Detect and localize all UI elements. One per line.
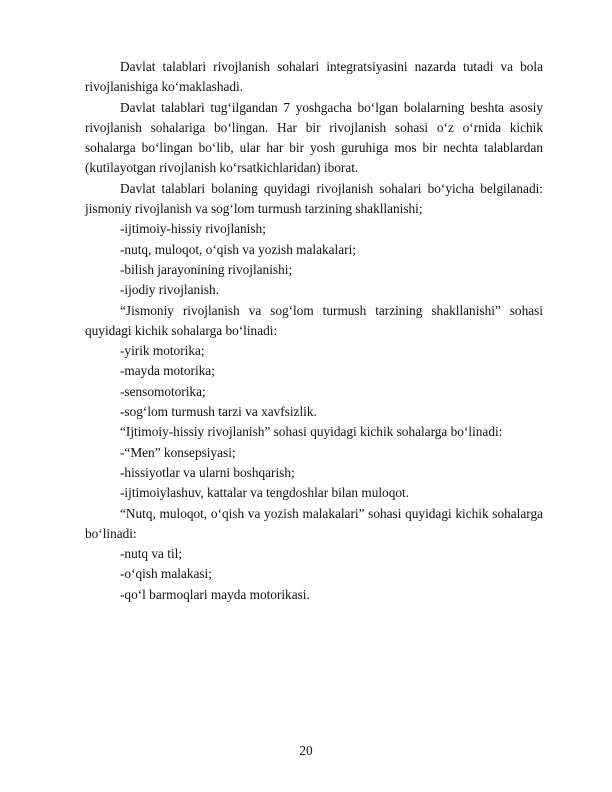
paragraph-intro: Davlat talablari rivojlanish sohalari integratsiyasini nazarda tutadi va bola rivojlanishiga ko‘maklashadi. <box>85 59 543 95</box>
list-item: -bilish jarayonining rivojlanishi; <box>120 261 293 277</box>
paragraph-areas: Davlat talablari tug‘ilgandan 7 yoshgacha bo‘lgan bolalarning beshta asosiy rivojlanish sohalariga bo‘lingan. Har bir rivojlanish sohasi o‘z o‘rnida kichik sohalarga bo‘lingan bo‘lib, ular har bir yosh guruhiga mos bir nechta talablardan (kutilayotgan rivojlanish ko‘rsatkichlaridan) iborat. <box>85 99 543 176</box>
paragraph-social: “Ijtimoiy-hissiy rivojlanish” sohasi quyidagi kichik sohalarga bo‘linadi: <box>120 424 503 440</box>
page-number: 20 <box>299 743 313 758</box>
paragraph-physical: “Jismoniy rivojlanish va sog‘lom turmush tarzining shakllanishi” sohasi quyidagi kichik sohalarga bo‘linadi: <box>85 302 543 338</box>
list-item: -nutq, muloqot, o‘qish va yozish malakalari; <box>120 241 356 257</box>
list-item: -“Men” konsepsiyasi; <box>120 444 236 460</box>
list-item: -o‘qish malakasi; <box>120 566 212 582</box>
list-item: -yirik motorika; <box>120 343 205 359</box>
paragraph-requirements: Davlat talablari bolaning quyidagi rivojlanish sohalari bo‘yicha belgilanadi: jismoniy rivojlanish va sog‘lom turmush tarzining shakllanishi; <box>85 180 543 217</box>
paragraph-speech: “Nutq, muloqot, o‘qish va yozish malakalari” sohasi quyidagi kichik sohalarga bo‘linadi: <box>85 505 543 541</box>
list-item: -ijtimoiylashuv, kattalar va tengdoshlar bilan muloqot. <box>120 485 410 501</box>
list-item: -hissiyotlar va ularni boshqarish; <box>120 464 295 480</box>
list-item: -ijodiy rivojlanish. <box>120 282 219 298</box>
list-item: -mayda motorika; <box>120 363 215 379</box>
list-item: -sensomotorika; <box>120 383 206 399</box>
list-item: -qo‘l barmoqlari mayda motorikasi. <box>120 586 310 602</box>
list-item: -nutq va til; <box>120 546 183 562</box>
list-item: -sog‘lom turmush tarzi va xavfsizlik. <box>120 404 317 420</box>
list-item: -ijtimoiy-hissiy rivojlanish; <box>120 221 266 237</box>
document-body <box>85 57 543 605</box>
